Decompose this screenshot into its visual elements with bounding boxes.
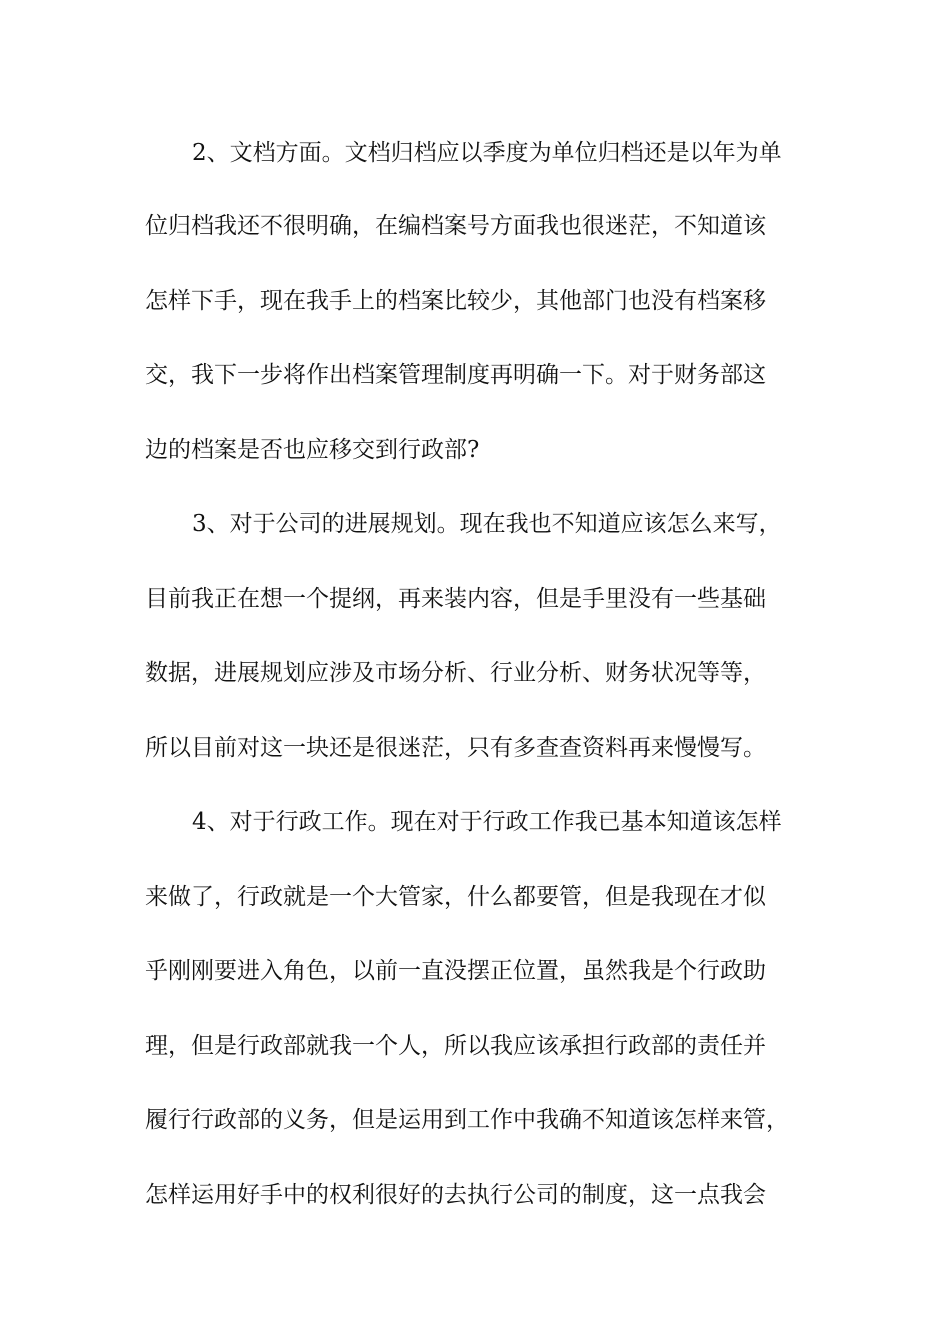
paragraph-line: 履行行政部的义务，但是运用到工作中我确不知道该怎样来管， — [145, 1107, 789, 1133]
paragraph-line: 乎刚刚要进入角色，以前一直没摆正位置，虽然我是个行政助 — [145, 958, 766, 984]
paragraph-line: 数据，进展规划应涉及市场分析、行业分析、财务状况等等， — [145, 660, 766, 686]
paragraph-line: 交，我下一步将作出档案管理制度再明确一下。对于财务部这 — [145, 362, 766, 388]
paragraph-line: 所以目前对这一块还是很迷茫，只有多查查资料再来慢慢写。 — [145, 735, 766, 761]
paragraph-line: 目前我正在想一个提纲，再来装内容，但是手里没有一些基础 — [145, 586, 766, 612]
paragraph-line: 4、对于行政工作。现在对于行政工作我已基本知道该怎样 — [192, 809, 782, 835]
paragraph-line: 3、对于公司的进展规划。现在我也不知道应该怎么来写， — [192, 511, 782, 537]
paragraph-line: 怎样下手，现在我手上的档案比较少，其他部门也没有档案移 — [145, 288, 766, 314]
paragraph-line: 2、文档方面。文档归档应以季度为单位归档还是以年为单 — [192, 140, 782, 166]
paragraph-line: 来做了，行政就是一个大管家，什么都要管，但是我现在才似 — [145, 884, 766, 910]
paragraph-line: 位归档我还不很明确，在编档案号方面我也很迷茫，不知道该 — [145, 213, 766, 239]
paragraph-line: 怎样运用好手中的权利很好的去执行公司的制度，这一点我会 — [145, 1182, 766, 1208]
paragraph-line: 边的档案是否也应移交到行政部? — [145, 437, 480, 463]
paragraph-line: 理，但是行政部就我一个人，所以我应该承担行政部的责任并 — [145, 1033, 766, 1059]
